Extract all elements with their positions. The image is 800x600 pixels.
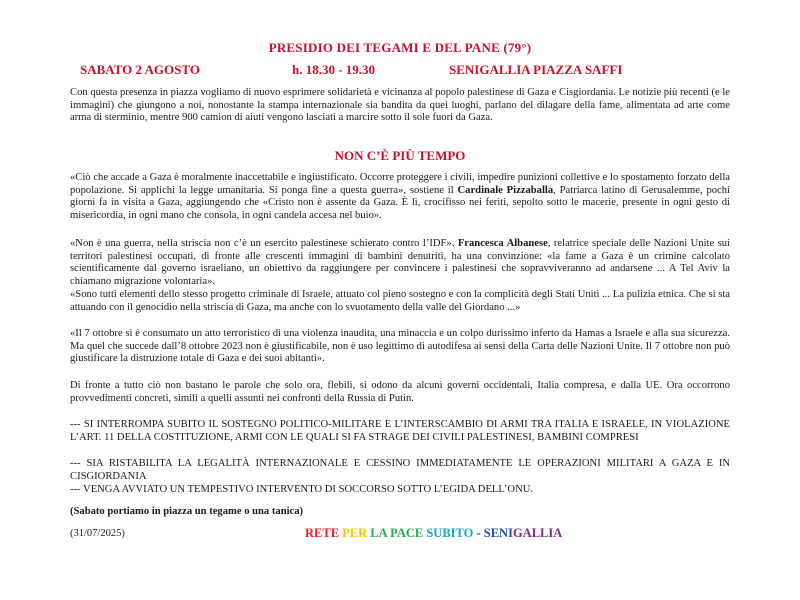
quote-text: «Non è una guerra, nella striscia non c’è un esercito palestinese schierato contro l’IDF». bbox=[70, 238, 458, 249]
quote-pizzaballa bbox=[70, 172, 730, 222]
closing-paragraph: Di fronte a tutto ciò non bastano le parole che solo ora, flebili, si odono da alcuni governi occidentali, Italia compresa, e dalla UE. Ora occorrono provvedimenti concreti, simili a quelli assunti nei confronti della Russia di Putin. bbox=[70, 380, 730, 404]
signature-part: PACE bbox=[390, 526, 427, 540]
demand-2: --- SIA RISTABILITA LA LEGALITÀ INTERNAZIONALE E CESSINO IMMEDIATAMENTE LE OPERAZIONI MILITARI A GAZA E IN CISGIORDANIA bbox=[70, 458, 730, 482]
section-heading: NON C’È PIÙ TEMPO bbox=[334, 148, 466, 163]
flyer-title: PRESIDIO DEI TEGAMI E DEL PANE (79°) bbox=[268, 40, 532, 55]
signature-part: RETE bbox=[305, 526, 343, 540]
signature-part: PER bbox=[342, 526, 371, 540]
intro-paragraph: Con questa presenza in piazza vogliamo di nuovo esprimere solidarietà e vicinanza al popolo palestinese di Gaza e Cisgiordania. Le notizie più recenti (e le immagini) che giungono a noi, nonostante la stampa internazionale sia bandita da quei luoghi, parlano del dilagare della fame, alimentata ad arte come arma di sterminio, mentre 900 camion di aiuti vengono lasciati a marcire sotto il sole fuori da Gaza. bbox=[70, 87, 730, 124]
publish-date: (31/07/2025) bbox=[70, 528, 125, 539]
signature-part: GALLIA bbox=[512, 526, 563, 540]
quote-text: , relatrice speciale delle Nazioni Unite sui territori palestinesi occupati, di fronte alle crescenti immagini di bambini denutriti, ha una convinzione: «la fame a Gaza è un crimine calcolato scientificamente dal governo israeliano, un obiettivo da raggiungere per convincere i palestinesi che sopravviveranno ad andarsene ... A Tel Aviv la chiamano migrazione volontaria». bbox=[70, 238, 730, 287]
signature-part: - SENI bbox=[473, 526, 513, 540]
quote-genocide: «Sono tutti elementi dello stesso progetto criminale di Israele, attuato col pieno sostegno e con la complicità degli Stati Uniti ... La pulizia etnica. Che si sta attuando con il genocidio nella striscia di Gaza, ma anche con lo svuotamento della valle del Giordano ...» bbox=[70, 289, 730, 313]
quote-author: Francesca Albanese bbox=[457, 238, 548, 249]
signature-part: SUBITO bbox=[426, 526, 474, 540]
demand-1: --- SI INTERROMPA SUBITO IL SOSTEGNO POLITICO-MILITARE E L’INTERSCAMBIO DI ARMI TRA ITALIA E ISRAELE, IN VIOLAZIONE L’ART. 11 DELLA COSTITUZIONE, ARMI CON LE QUALI SI FA STRAGE DEI CIVILI PALESTINESI, BAMBINI COMPRESI bbox=[70, 419, 730, 443]
event-time: h. 18.30 - 19.30 bbox=[292, 62, 376, 77]
event-place: SENIGALLIA PIAZZA SAFFI bbox=[449, 62, 623, 77]
event-date: SABATO 2 AGOSTO bbox=[80, 62, 200, 77]
demand-3: --- VENGA AVVIATO UN TEMPESTIVO INTERVENTO DI SOCCORSO SOTTO L’EGIDA DELL’ONU. bbox=[70, 484, 534, 495]
quote-author: Cardinale Pizzaballa bbox=[457, 184, 554, 196]
quote-text: , Patriarca latino di Gerusalemme, pochi giorni fa in visita a Gaza, aggiungendo che «Cristo non è assente da Gaza. È lì, crocifisso nei feriti, sepolto sotto le macerie, presente in ogni gesto di misericordia, in ogni mano che consola, in ogni candela accesa nel buio». bbox=[70, 184, 730, 221]
quote-text: «Ciò che accade a Gaza è moralmente inaccettabile e ingiustificato. Occorre proteggere i civili, impedire punizioni collettive e lo spostamento forzato della popolazione. Si applichi la legge umanitaria. Si ponga fine a questa guerra», sostiene il bbox=[70, 172, 730, 196]
signature bbox=[305, 526, 562, 541]
signature-part: LA bbox=[370, 526, 391, 540]
bring-note: (Sabato portiamo in piazza un tegame o una tanica) bbox=[70, 506, 304, 517]
quote-albanese bbox=[70, 238, 730, 288]
quote-october: «Il 7 ottobre si è consumato un atto terroristico di una violenza inaudita, una minaccia e un colpo durissimo inferto da Hamas a Israele e alla sua sicurezza. Ma quel che succede dall’8 ottobre 2023 non è giustificabile, non è uso legittimo di autodifesa ai sensi della Carta delle Nazioni Unite. Il 7 ottobre non può giustificare la distruzione totale di Gaza e dei suoi abitanti». bbox=[70, 328, 730, 365]
